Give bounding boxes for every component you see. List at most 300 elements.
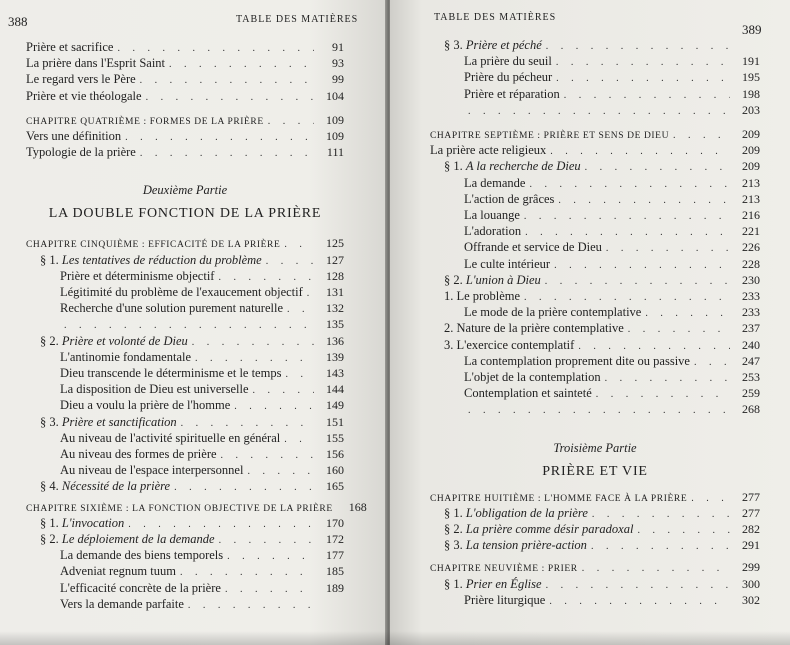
toc-entry-leader <box>468 404 730 418</box>
toc-entry-page: 127 <box>326 252 344 267</box>
chapter-heading-title: CHAPITRE HUITIÈME : L'HOMME FACE À LA PRIÈRE <box>430 493 688 504</box>
toc-entry-page: 99 <box>332 72 344 87</box>
toc-entry-leader <box>174 481 314 495</box>
toc-entry-page: 139 <box>326 349 344 364</box>
toc-entry-leader <box>125 131 314 145</box>
toc-entry-leader <box>253 384 314 398</box>
page-shadow <box>0 631 790 645</box>
chapter-heading <box>26 499 367 516</box>
toc-entry-leader <box>525 226 730 240</box>
toc-entry-marker: § 2. <box>40 333 59 348</box>
toc-entry <box>26 285 344 301</box>
toc-entry-leader <box>140 147 314 161</box>
toc-entry-leader <box>140 74 314 88</box>
toc-entry <box>430 176 760 192</box>
chapter-heading-title: CHAPITRE NEUVIÈME : PRIER <box>430 564 578 575</box>
toc-entry-title: Contemplation et sainteté <box>464 386 592 401</box>
toc-entry-leader <box>564 89 730 103</box>
toc-entry-title: L'union à Dieu <box>465 272 541 287</box>
toc-entry <box>430 224 760 240</box>
toc-entry <box>26 581 344 597</box>
toc-entry-marker: § 1. <box>40 515 59 530</box>
toc-entry <box>430 54 760 70</box>
toc-entry-leader <box>181 417 314 431</box>
spacer <box>26 105 344 113</box>
toc-entry-text <box>444 273 541 287</box>
chapter-heading-page: 277 <box>742 489 760 504</box>
toc-entry-title: Prière et déterminisme objectif <box>60 268 215 283</box>
toc-entry-title: La prière acte religieux <box>430 143 547 158</box>
toc-entry-marker: 1. <box>444 289 454 304</box>
toc-entry-text <box>40 415 177 429</box>
toc-entry-title: Vers une définition <box>26 129 122 144</box>
toc-entry-marker: § 3. <box>444 538 463 553</box>
toc-entry-title: Nature de la prière contemplative <box>456 321 624 336</box>
toc-entry-text <box>40 479 170 493</box>
toc-entry-text <box>60 350 191 364</box>
toc-entry-page: 228 <box>742 256 760 271</box>
chapter-heading <box>26 113 344 129</box>
toc-entry-title: La tension prière-action <box>465 538 587 553</box>
toc-entry-marker: § 4. <box>40 479 59 494</box>
toc-entry-leader <box>146 91 314 105</box>
toc-entry-marker: § 1. <box>444 505 463 520</box>
toc-entry-title: La demande des biens temporels <box>60 548 224 563</box>
toc-entry-text <box>444 538 587 552</box>
toc-entry-text <box>26 40 113 54</box>
part-title: LA DOUBLE FONCTION DE LA PRIÈRE <box>48 206 322 222</box>
toc-entry <box>430 87 760 103</box>
toc-entry-leader <box>188 599 314 613</box>
toc-entry-text <box>464 87 560 101</box>
toc-entry-title: Prière et péché <box>465 38 542 52</box>
toc-entry-page: 216 <box>742 208 760 223</box>
toc-entry-page: 221 <box>742 224 760 239</box>
toc-entry <box>26 350 344 366</box>
toc-entry-marker: 3. <box>444 337 454 352</box>
toc-entry-text <box>60 366 281 380</box>
toc-entry-text <box>60 463 243 477</box>
toc-entry <box>26 269 344 285</box>
toc-entry-title: La louange <box>464 208 520 223</box>
toc-entry-page: 277 <box>742 505 760 520</box>
toc-entry-leader <box>468 105 730 119</box>
toc-entry-leader <box>546 579 730 593</box>
toc-entry <box>26 72 344 88</box>
toc-entry <box>26 366 344 382</box>
toc-entry-text <box>26 129 121 143</box>
toc-entry-title: L'objet de la contemplation <box>464 370 601 385</box>
toc-entry-leader <box>529 178 730 192</box>
toc-entry <box>430 386 760 402</box>
toc-entry <box>430 402 760 418</box>
chapter-heading-title: CHAPITRE SIXIÈME : LA FONCTION OBJECTIVE DE LA PRIÈRE <box>26 503 333 514</box>
chapter-heading <box>430 560 760 576</box>
toc-entry-text <box>444 522 633 536</box>
toc-entry-text <box>444 159 581 173</box>
toc-entry-title: Recherche d'une solution purement naturelle <box>60 301 284 316</box>
toc-entry <box>430 38 760 54</box>
toc-entry-title: Le problème <box>456 289 521 304</box>
toc-entry-leader <box>556 72 730 86</box>
toc-entry-leader <box>592 508 730 522</box>
toc-entry-text <box>464 257 550 271</box>
toc-entry-page: 160 <box>326 463 344 478</box>
toc-entry-page: 143 <box>326 366 344 381</box>
toc-entry-page: 104 <box>326 88 344 103</box>
toc-entry-leader <box>180 566 314 580</box>
toc-entry-text <box>444 321 624 335</box>
toc-entry-leader <box>628 323 730 337</box>
left-page <box>0 0 387 645</box>
toc-entry <box>430 208 760 224</box>
toc-entry-title: L'obligation de la prière <box>465 505 588 520</box>
toc-entry-text <box>60 285 303 299</box>
toc-entry-page: 247 <box>742 353 760 368</box>
toc-entry-page: 209 <box>742 159 760 174</box>
toc-entry-marker: § 2. <box>444 272 463 287</box>
toc-entry-leader <box>285 368 314 382</box>
toc-entry-text <box>60 431 280 445</box>
toc-entry <box>430 370 760 386</box>
toc-entry-leader <box>225 583 314 597</box>
toc-entry-page: 240 <box>742 337 760 352</box>
toc-entry-title: La prière comme désir paradoxal <box>465 522 634 537</box>
toc-entry-leader <box>596 388 730 402</box>
toc-entry-page: 198 <box>742 86 760 101</box>
toc-entry-leader <box>117 42 314 56</box>
toc-entry-text <box>464 593 545 607</box>
chapter-heading-page: 299 <box>742 560 760 575</box>
toc-entry-leader <box>287 303 314 317</box>
toc-entry <box>430 522 760 538</box>
toc-entry-title: Prière et volonté de Dieu <box>61 333 188 348</box>
toc-entry-page: 91 <box>332 40 344 54</box>
toc-entry <box>430 354 760 370</box>
toc-entry-page: 165 <box>326 479 344 494</box>
chapter-heading-title: CHAPITRE QUATRIÈME : FORMES DE LA PRIÈRE <box>26 116 264 127</box>
spacer <box>26 161 344 183</box>
toc-entry <box>26 564 344 580</box>
toc-entry-title: Les tentatives de réduction du problème <box>61 252 262 267</box>
toc-entry-marker: § 1. <box>40 252 59 267</box>
toc-entry-page: 291 <box>742 538 760 553</box>
toc-entry-title: Typologie de la prière <box>26 145 136 160</box>
toc-entry-title: A la recherche de Dieu <box>465 159 581 174</box>
toc-entry-leader <box>192 336 314 350</box>
page-number-left: 388 <box>8 14 28 29</box>
toc-entry-leader <box>550 145 730 159</box>
toc-entry-title: L'adoration <box>464 224 522 239</box>
toc-entry <box>26 463 344 479</box>
chapter-heading-title: CHAPITRE CINQUIÈME : EFFICACITÉ DE LA PRIÈRE <box>26 240 281 251</box>
toc-entry-marker: § 1. <box>444 576 463 591</box>
toc-entry-text <box>464 370 601 384</box>
toc-entry-title: L'action de grâces <box>464 191 555 206</box>
toc-entry <box>430 159 760 175</box>
toc-entry <box>430 538 760 554</box>
toc-entry-marker: § 1. <box>444 159 463 174</box>
toc-entry-leader <box>219 534 314 548</box>
toc-entry <box>430 289 760 305</box>
toc-entry-text <box>444 506 588 520</box>
toc-right <box>430 38 760 609</box>
toc-entry <box>26 301 344 317</box>
toc-entry-text <box>464 224 521 238</box>
toc-entry-title: Prier en Église <box>465 576 542 591</box>
toc-entry-page: 132 <box>326 301 344 316</box>
toc-entry-text <box>444 338 574 352</box>
toc-entry <box>26 56 344 72</box>
part-label: Troisième Partie <box>553 440 637 455</box>
toc-entry <box>26 597 344 613</box>
toc-entry <box>26 129 344 145</box>
toc-entry-title: L'exercice contemplatif <box>456 337 575 352</box>
toc-entry-text <box>60 581 221 595</box>
chapter-heading <box>430 490 760 506</box>
toc-entry <box>430 192 760 208</box>
toc-entry-title: L'efficacité concrète de la prière <box>60 580 221 595</box>
toc-entry-leader <box>606 242 730 256</box>
toc-entry <box>26 382 344 398</box>
toc-entry-text <box>464 354 690 368</box>
toc-entry-title: La contemplation proprement dite ou passive <box>464 353 690 368</box>
toc-entry-text <box>60 447 217 461</box>
toc-entry-title: Dieu transcende le déterminisme et le temps <box>60 366 282 381</box>
toc-entry-text <box>26 72 136 86</box>
chapter-heading <box>430 127 760 143</box>
toc-entry-text <box>444 577 542 591</box>
toc-entry-title: Adveniat regnum tuum <box>60 564 176 579</box>
toc-entry-text <box>464 176 525 190</box>
toc-entry-text <box>444 38 542 52</box>
toc-entry <box>26 447 344 463</box>
toc-entry <box>430 577 760 593</box>
toc-entry-text <box>60 548 223 562</box>
toc-entry-leader <box>585 161 730 175</box>
toc-entry <box>26 398 344 414</box>
toc-entry <box>430 593 760 609</box>
toc-entry-title: Le mode de la prière contemplative <box>464 305 642 320</box>
toc-entry-text <box>26 145 136 159</box>
toc-entry-page: 93 <box>332 56 344 71</box>
page-number-right: 389 <box>742 22 762 37</box>
toc-entry <box>26 415 344 431</box>
toc-entry-text <box>40 334 188 348</box>
spacer <box>430 419 760 441</box>
toc-entry-leader <box>605 372 730 386</box>
toc-entry-page: 230 <box>742 272 760 287</box>
toc-entry-text <box>60 564 176 578</box>
part-label: Deuxième Partie <box>142 183 228 198</box>
toc-entry <box>430 305 760 321</box>
toc-entry-text <box>26 56 165 70</box>
toc-entry-text <box>40 516 124 530</box>
toc-entry-leader <box>128 518 314 532</box>
toc-entry-leader <box>169 58 314 72</box>
toc-entry-leader <box>195 352 314 366</box>
running-head-right: TABLE DES MATIÈRES <box>434 12 557 23</box>
toc-entry-leader <box>546 40 730 54</box>
toc-entry-page: 189 <box>326 580 344 595</box>
toc-entry-page: 300 <box>742 576 760 591</box>
toc-entry-marker: § 2. <box>444 522 463 537</box>
toc-entry-title: Offrande et service de Dieu <box>464 240 602 255</box>
toc-entry-title: L'antinomie fondamentale <box>60 349 192 364</box>
toc-entry-text <box>40 253 262 267</box>
toc-entry <box>430 257 760 273</box>
toc-entry-page: 213 <box>742 191 760 206</box>
toc-entry-page: 144 <box>326 382 344 397</box>
toc-entry <box>26 253 344 269</box>
toc-entry-text <box>60 301 283 315</box>
toc-entry-leader <box>637 524 730 538</box>
toc-entry-text <box>464 386 592 400</box>
toc-entry-leader <box>221 449 314 463</box>
toc-entry <box>26 317 344 333</box>
toc-entry-text <box>464 54 552 68</box>
toc-entry <box>26 532 344 548</box>
toc-left <box>26 40 367 613</box>
toc-entry-text <box>464 70 552 84</box>
toc-entry-leader <box>524 291 730 305</box>
toc-entry-page: 111 <box>326 145 344 160</box>
toc-entry-page: 177 <box>326 548 344 563</box>
toc-entry-title: L'invocation <box>61 515 125 530</box>
toc-entry-page: 136 <box>326 333 344 348</box>
toc-entry-page: 253 <box>742 370 760 385</box>
toc-entry <box>26 548 344 564</box>
toc-entry-title: Le culte intérieur <box>464 256 551 271</box>
toc-entry-page: 149 <box>326 398 344 413</box>
running-head-left: TABLE DES MATIÈRES <box>236 14 359 25</box>
toc-entry-page: 226 <box>742 240 760 255</box>
toc-entry-text <box>444 289 520 303</box>
toc-entry-text <box>60 398 230 412</box>
toc-entry-title: Dieu a voulu la prière de l'homme <box>60 398 231 413</box>
toc-entry-page: 302 <box>742 592 760 607</box>
toc-entry-page: 282 <box>742 522 760 537</box>
toc-entry-page: 233 <box>742 289 760 304</box>
toc-entry-leader <box>554 259 730 273</box>
chapter-heading-title: CHAPITRE SEPTIÈME : PRIÈRE ET SENS DE DIEU <box>430 131 670 142</box>
toc-entry-title: Prière du pécheur <box>464 70 553 85</box>
toc-entry-title: Au niveau des formes de prière <box>60 447 217 462</box>
toc-entry-leader <box>247 465 314 479</box>
spacer <box>430 456 760 464</box>
toc-entry-leader <box>556 56 730 70</box>
toc-entry-title: Le regard vers le Père <box>26 72 136 87</box>
toc-entry-page: 195 <box>742 70 760 85</box>
toc-entry-leader <box>545 275 730 289</box>
toc-entry-leader <box>227 550 314 564</box>
toc-entry <box>26 334 344 350</box>
toc-entry <box>26 516 344 532</box>
toc-entry-page: 233 <box>742 305 760 320</box>
toc-entry-page: 237 <box>742 321 760 336</box>
toc-entry-page: 191 <box>742 54 760 69</box>
toc-entry <box>430 338 760 354</box>
toc-entry-title: Prière et sanctification <box>61 414 177 429</box>
toc-entry-page: 155 <box>326 430 344 445</box>
toc-entry-text <box>464 240 602 254</box>
toc-entry <box>26 479 344 495</box>
toc-entry <box>26 145 344 161</box>
toc-entry-title: La prière du seuil <box>464 54 552 69</box>
toc-entry-leader <box>64 319 314 333</box>
toc-entry-leader <box>578 340 730 354</box>
chapter-heading-leader <box>284 238 314 252</box>
toc-entry <box>430 321 760 337</box>
toc-entry-title: La disposition de Dieu est universelle <box>60 382 249 397</box>
toc-entry-leader <box>266 255 314 269</box>
spacer <box>430 119 760 127</box>
toc-entry-title: Vers la demande parfaite <box>60 596 184 611</box>
toc-entry-page: 203 <box>742 102 760 117</box>
toc-entry <box>430 240 760 256</box>
toc-entry-page: 209 <box>742 143 760 158</box>
toc-entry-leader <box>234 400 314 414</box>
toc-entry <box>26 40 344 56</box>
toc-entry-title: Prière et vie théologale <box>26 88 142 103</box>
toc-entry-title: Le déploiement de la demande <box>61 532 215 547</box>
chapter-heading-leader <box>673 129 730 143</box>
toc-entry-leader <box>218 271 314 285</box>
toc-entry-page: 170 <box>326 515 344 530</box>
chapter-heading-page: 209 <box>742 127 760 142</box>
chapter-heading-page: 109 <box>326 112 344 127</box>
toc-entry-title: Légitimité du problème de l'exaucement objectif <box>60 285 303 300</box>
toc-entry-text <box>464 192 554 206</box>
toc-entry-page: 151 <box>326 414 344 429</box>
part-title: PRIÈRE ET VIE <box>542 463 648 479</box>
toc-entry-page: 156 <box>326 447 344 462</box>
toc-entry-marker: 2. <box>444 321 454 336</box>
chapter-heading-leader <box>268 115 314 129</box>
toc-entry-leader <box>524 210 730 224</box>
toc-entry <box>430 273 760 289</box>
chapter-heading <box>26 236 344 252</box>
toc-entry-page: 268 <box>742 402 760 417</box>
toc-entry <box>26 89 344 105</box>
toc-entry-page: 135 <box>326 317 344 332</box>
toc-entry-text <box>464 208 520 222</box>
toc-entry-leader <box>549 595 730 609</box>
toc-entry-text <box>60 269 214 283</box>
toc-entry-title: Au niveau de l'espace interpersonnel <box>60 463 244 478</box>
toc-entry-page: 172 <box>326 532 344 547</box>
toc-entry-leader <box>307 287 314 301</box>
chapter-heading-page: 125 <box>326 236 344 251</box>
toc-entry-marker: § 3. <box>444 38 463 52</box>
toc-entry <box>430 506 760 522</box>
right-page <box>390 0 790 645</box>
toc-entry-page: 128 <box>326 268 344 283</box>
spacer <box>430 480 760 490</box>
toc-entry-marker: § 2. <box>40 532 59 547</box>
toc-entry-page: 185 <box>326 564 344 579</box>
toc-entry-page: 213 <box>742 175 760 190</box>
chapter-heading-page: 168 <box>348 499 367 514</box>
toc-entry-title: La demande <box>464 175 526 190</box>
toc-entry-title: La prière dans l'Esprit Saint <box>26 56 166 71</box>
chapter-heading-leader <box>691 492 730 506</box>
toc-entry <box>430 70 760 86</box>
toc-entry-leader <box>284 433 314 447</box>
toc-entry-text <box>60 382 249 396</box>
toc-entry-marker: § 3. <box>40 414 59 429</box>
toc-entry-page: 131 <box>326 285 344 300</box>
